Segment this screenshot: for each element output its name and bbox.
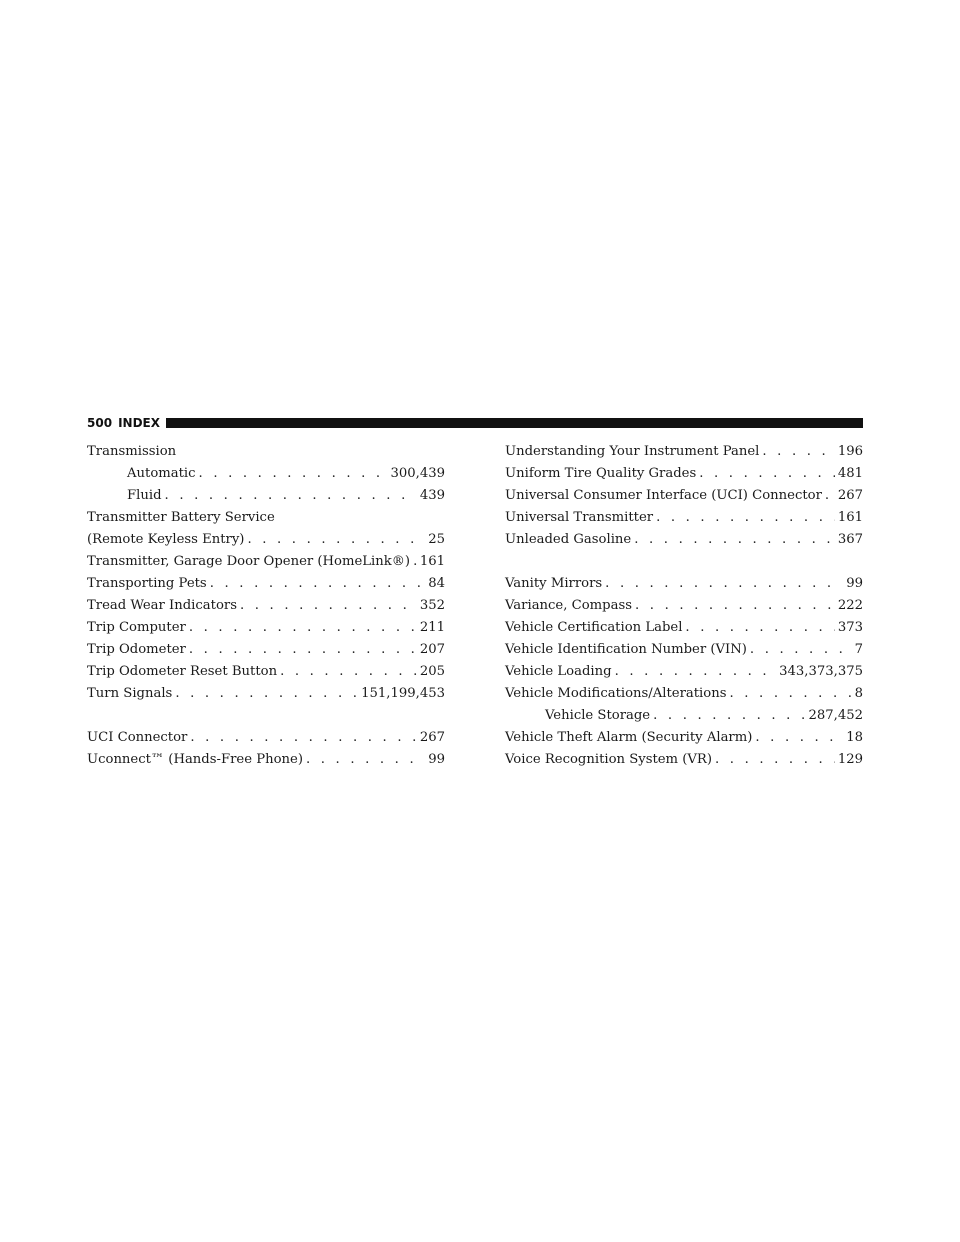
index-label: Transmission <box>87 444 177 459</box>
index-page: 352 <box>419 598 445 613</box>
index-heading <box>87 441 445 463</box>
index-column-right <box>505 441 863 771</box>
dot-leader <box>175 683 358 705</box>
index-page: 84 <box>428 576 445 591</box>
index-column-left <box>87 441 445 771</box>
index-page: 267 <box>837 488 863 503</box>
index-label: Uniform Tire Quality Grades <box>505 466 697 481</box>
dot-leader <box>210 573 426 595</box>
dot-leader <box>656 507 835 529</box>
index-page: 196 <box>837 444 863 459</box>
dot-leader <box>189 639 417 661</box>
dot-leader <box>699 463 835 485</box>
index-entry <box>505 705 863 727</box>
index-label: Turn Signals <box>87 686 173 701</box>
index-page: 25 <box>428 532 445 547</box>
dot-leader <box>165 485 417 507</box>
index-heading <box>87 507 445 529</box>
index-label: Trip Computer <box>87 620 186 635</box>
page-header <box>87 416 863 430</box>
index-label: Understanding Your Instrument Panel <box>505 444 760 459</box>
index-page: 7 <box>854 642 863 657</box>
dot-leader <box>685 617 834 639</box>
dot-leader <box>729 683 851 705</box>
index-label: Vehicle Certification Label <box>505 620 683 635</box>
index-entry <box>87 551 445 573</box>
index-entry <box>505 441 863 463</box>
index-entry <box>87 727 445 749</box>
index-label: Trip Odometer Reset Button <box>87 664 278 679</box>
index-entry <box>505 661 863 683</box>
index-entry <box>505 617 863 639</box>
index-page: 161 <box>837 510 863 525</box>
dot-leader <box>413 551 417 573</box>
index-entry <box>87 529 445 551</box>
index-page: 267 <box>419 730 445 745</box>
index-label: Transmitter Battery Service <box>87 510 275 525</box>
header-rule <box>166 418 863 428</box>
index-label: Vehicle Loading <box>505 664 612 679</box>
dot-leader <box>762 441 834 463</box>
index-entry <box>87 573 445 595</box>
index-label: Universal Consumer Interface (UCI) Connector <box>505 488 822 503</box>
index-page: 129 <box>837 752 863 767</box>
dot-leader <box>615 661 777 683</box>
index-entry <box>505 727 863 749</box>
index-page: 481 <box>837 466 863 481</box>
index-page: 300,439 <box>390 466 445 481</box>
dot-leader <box>240 595 417 617</box>
index-page: 18 <box>846 730 863 745</box>
dot-leader <box>190 727 416 749</box>
index-entry <box>505 463 863 485</box>
dot-leader <box>605 573 843 595</box>
dot-leader <box>653 705 805 727</box>
dot-leader <box>825 485 835 507</box>
dot-leader <box>199 463 388 485</box>
dot-leader <box>189 617 417 639</box>
index-page: 99 <box>428 752 445 767</box>
index-page: 373 <box>837 620 863 635</box>
index-page: 439 <box>419 488 445 503</box>
index-label: Fluid <box>127 488 162 503</box>
index-entry <box>87 639 445 661</box>
index-label: UCI Connector <box>87 730 188 745</box>
index-label: Transporting Pets <box>87 576 207 591</box>
index-page: 205 <box>419 664 445 679</box>
index-entry <box>87 595 445 617</box>
index-entry <box>87 683 445 705</box>
index-page: 343,373,375 <box>779 664 863 679</box>
index-entry <box>87 749 445 771</box>
index-entry <box>505 683 863 705</box>
index-label: Uconnect™ (Hands-Free Phone) <box>87 752 303 767</box>
index-page: 211 <box>419 620 445 635</box>
index-entry <box>87 661 445 683</box>
index-label: Vehicle Modifications/Alterations <box>505 686 727 701</box>
index-page: 8 <box>854 686 863 701</box>
index-page: 161 <box>419 554 445 569</box>
index-page: 99 <box>846 576 863 591</box>
index-label: Vehicle Theft Alarm (Security Alarm) <box>505 730 753 745</box>
index-label: Universal Transmitter <box>505 510 654 525</box>
index-entry <box>87 617 445 639</box>
index-page: 207 <box>419 642 445 657</box>
dot-leader <box>306 749 425 771</box>
index-entry <box>505 485 863 507</box>
index-page: 222 <box>837 598 863 613</box>
index-entry <box>505 639 863 661</box>
index-label: Unleaded Gasoline <box>505 532 632 547</box>
index-entry <box>505 529 863 551</box>
dot-leader <box>247 529 425 551</box>
index-label: (Remote Keyless Entry) <box>87 532 245 547</box>
index-label: Voice Recognition System (VR) <box>505 752 713 767</box>
index-label: Transmitter, Garage Door Opener (HomeLink®) <box>87 554 411 569</box>
index-page: 287,452 <box>808 708 863 723</box>
index-entry <box>87 463 445 485</box>
index-label: Tread Wear Indicators <box>87 598 237 613</box>
dot-leader <box>750 639 852 661</box>
dot-leader <box>635 595 835 617</box>
index-label: Trip Odometer <box>87 642 186 657</box>
page-number: 500 <box>87 416 113 430</box>
index-page: 151,199,453 <box>361 686 445 701</box>
index-label: Vanity Mirrors <box>505 576 603 591</box>
index-entry <box>505 573 863 595</box>
dot-leader <box>755 727 843 749</box>
index-label: Variance, Compass <box>505 598 632 613</box>
index-label: Vehicle Storage <box>545 708 651 723</box>
dot-leader <box>280 661 417 683</box>
index-entry <box>505 749 863 771</box>
dot-leader <box>715 749 835 771</box>
dot-leader <box>634 529 835 551</box>
index-entry <box>505 595 863 617</box>
index-label: Automatic <box>127 466 196 481</box>
index-entry <box>505 507 863 529</box>
index-label: Vehicle Identification Number (VIN) <box>505 642 747 657</box>
section-title: INDEX <box>118 416 160 430</box>
index-entry <box>87 485 445 507</box>
index-page: 367 <box>837 532 863 547</box>
